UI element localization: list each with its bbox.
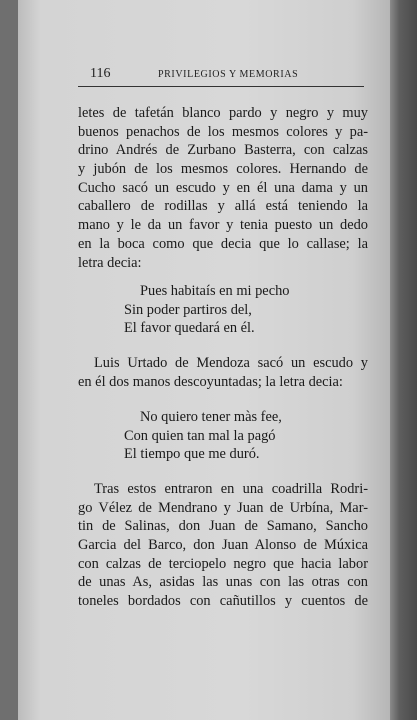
verse-line: No quiero tener màs fee, <box>140 409 282 425</box>
text-line: Cucho sacó un escudo y en él una dama y un <box>78 179 368 196</box>
page-header <box>68 66 364 86</box>
paragraph-2 <box>78 354 368 391</box>
text-line: y jubón de los mesmos colores. Hernando de <box>78 161 368 178</box>
page-number: 116 <box>90 66 111 81</box>
text-line: en él dos manos descoyuntadas; la letra decia: <box>78 373 343 390</box>
text-line: con calzas de terciopelo negro que hacia labor <box>78 555 368 572</box>
text-line: caballero de rodillas y allá está teniendo la <box>78 198 368 215</box>
running-title: PRIVILEGIOS Y MEMORIAS <box>158 69 299 80</box>
text-line: toneles bordados con cañutillos y cuentos de <box>78 593 368 610</box>
verse-line: Sin poder partiros del, <box>124 301 252 318</box>
text-line: en la boca como que decia que lo callase; la <box>78 235 368 252</box>
text-line: Luis Urtado de Mendoza sacó un escudo y <box>94 355 368 371</box>
text-line: Garcia del Barco, don Juan Alonso de Múxica <box>78 537 368 554</box>
paragraph-3 <box>78 480 368 611</box>
page-shadow-edge <box>390 0 417 720</box>
text-line: de unas As, asidas las unas con las otras con <box>78 574 368 591</box>
verse-line: El tiempo que me duró. <box>124 446 260 463</box>
text-line: drino Andrés de Zurbano Basterra, con calzas <box>78 142 368 159</box>
text-line: letra decia: <box>78 254 142 271</box>
text-line: go Vélez de Mendrano y Juan de Urbína, Mar- <box>78 499 368 516</box>
text-line: tin de Salinas, don Juan de Samano, Sancho <box>78 518 368 535</box>
verse-line: El favor quedará en él. <box>124 320 255 337</box>
verse-2 <box>124 408 364 464</box>
header-rule <box>78 86 364 87</box>
paragraph-1 <box>78 104 368 272</box>
verse-line: Con quien tan mal la pagó <box>124 427 276 444</box>
text-line: Tras estos entraron en una coadrilla Rodri- <box>94 481 368 497</box>
verse-line: Pues habitaís en mi pecho <box>140 283 290 299</box>
text-line: letes de tafetán blanco pardo y negro y muy <box>78 105 368 121</box>
verse-1 <box>124 282 364 338</box>
text-line: mano y le da un favor y tenia puesto un dedo <box>78 217 368 234</box>
text-line: buenos penachos de los mesmos colores y pa- <box>78 123 368 140</box>
